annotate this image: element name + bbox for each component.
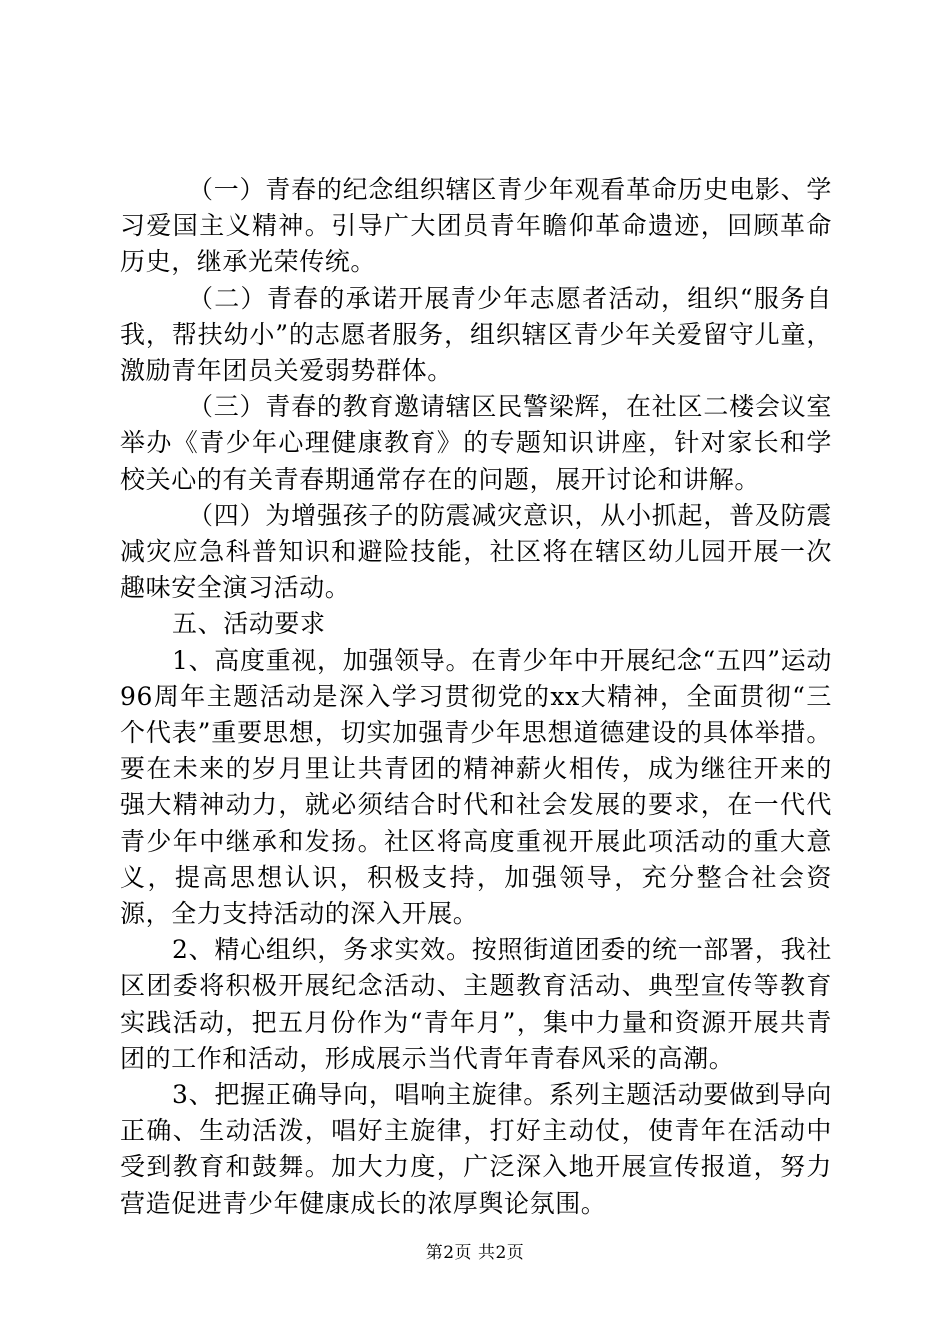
paragraph-requirement-1: 1、高度重视，加强领导。在青少年中开展纪念“五四”运动96周年主题活动是深入学习贯彻党的xx大精神，全面贯彻“三个代表”重要思想，切实加强青少年思想道德建设的具体举措。要在未来的岁月里让共青团的精神薪火相传，成为继往开来的强大精神动力，就必须结合时代和社会发展的要求，在一代代青少年中继承和发扬。社区将高度重视开展此项活动的重大意义，提高思想认识，积极支持，加强领导，充分整合社会资源，全力支持活动的深入开展。 [120, 645, 832, 929]
section-heading: 五、活动要求 [172, 609, 326, 639]
document-body [120, 172, 832, 1222]
paragraph-activity-1: （一）青春的纪念组织辖区青少年观看革命历史电影、学习爱国主义精神。引导广大团员青年瞻仰革命遗迹，回顾革命历史，继承光荣传统。 [120, 175, 832, 277]
page-number-footer: 第2页 共2页 [425, 1243, 525, 1263]
paragraph-activity-2: （二）青春的承诺开展青少年志愿者活动，组织“服务自我，帮扶幼小”的志愿者服务，组织辖区青少年关爱留守儿童，激励青年团员关爱弱势群体。 [120, 283, 832, 386]
paragraph-requirement-2: 2、精心组织，务求实效。按照街道团委的统一部署，我社区团委将积极开展纪念活动、主题教育活动、典型宣传等教育实践活动，把五月份作为“青年月”，集中力量和资源开展共青团的工作和活动，形成展示当代青年青春风采的高潮。 [120, 935, 832, 1073]
paragraph-requirement-3: 3、把握正确导向，唱响主旋律。系列主题活动要做到导向正确、生动活泼，唱好主旋律，打好主动仗，使青年在活动中受到教育和鼓舞。加大力度，广泛深入地开展宣传报道，努力营造促进青少年健康成长的浓厚舆论氛围。 [120, 1080, 832, 1218]
paragraph-activity-4: （四）为增强孩子的防震减灾意识，从小抓起，普及防震减灾应急科普知识和避险技能，社区将在辖区幼儿园开展一次趣味安全演习活动。 [120, 500, 832, 603]
paragraph-activity-3: （三）青春的教育邀请辖区民警梁辉，在社区二楼会议室举办《青少年心理健康教育》的专题知识讲座，针对家长和学校关心的有关青春期通常存在的问题，展开讨论和讲解。 [120, 392, 832, 494]
